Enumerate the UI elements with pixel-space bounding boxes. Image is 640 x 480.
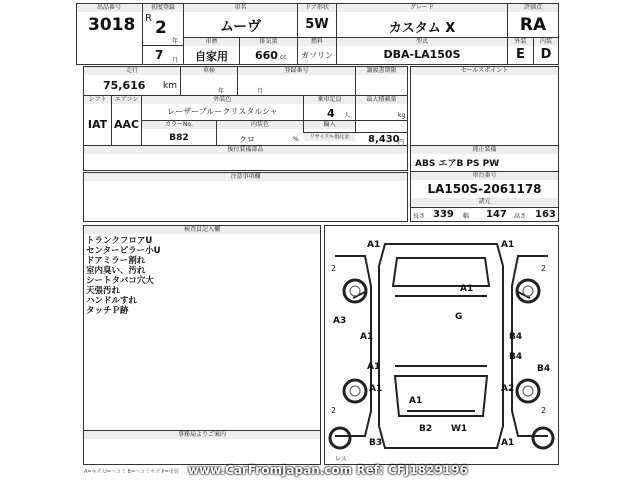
transfer-label: 譲渡書期限 xyxy=(356,67,407,75)
mileage-label: 走行 xyxy=(84,67,180,75)
damage-mark: B3 xyxy=(369,438,383,448)
aftermarket-label: 後付装備部品 xyxy=(84,146,407,154)
inspection-month: 月 xyxy=(257,88,264,95)
inspector-note: 室内臭い、汚れ xyxy=(86,266,146,276)
height-value: 163 xyxy=(535,209,556,220)
capacity-value: 4 xyxy=(327,107,335,120)
bracket-mark: 2 xyxy=(331,406,337,415)
cc-label: 排気量 xyxy=(240,38,297,46)
car-outline xyxy=(325,226,558,464)
year-unit: 年 xyxy=(172,38,179,45)
lot-number: 3018 xyxy=(88,15,136,35)
usage-label: 車歴 xyxy=(184,38,239,46)
grade-value: カスタム X xyxy=(388,21,456,36)
inspector-note: トランクフロアU xyxy=(86,236,153,246)
inspector-label: 検査員記入欄 xyxy=(84,226,320,234)
max-load-label: 最大積載量 xyxy=(356,96,407,104)
recycle-label: リサイクル預託金 xyxy=(304,133,355,141)
fuel-value: ガソリン xyxy=(301,51,333,60)
model-value: DBA-LA150S xyxy=(383,48,461,61)
damage-mark: B2 xyxy=(419,424,433,434)
damage-mark: A1 xyxy=(409,396,423,406)
chassis-label: 車台番号 xyxy=(411,172,558,180)
shift-value: IAT xyxy=(87,118,108,131)
height-label: 高さ xyxy=(514,213,527,220)
dimensions-label: 諸元 xyxy=(411,198,558,206)
inspection-year: 年 xyxy=(218,88,225,95)
import-label: 輸入 xyxy=(304,121,355,129)
inspector-note: ハンドルすれ xyxy=(86,296,138,306)
score-value: RA xyxy=(519,15,547,35)
int-grade: D xyxy=(540,47,552,62)
capacity-label: 乗車定員 xyxy=(304,96,355,104)
recycle-unit: 円 xyxy=(398,139,405,146)
damage-diagram xyxy=(324,225,559,465)
damage-mark: A1 xyxy=(369,384,383,394)
reg-no-label: 登録番号 xyxy=(238,67,355,75)
int-color-label: 内装色 xyxy=(217,121,303,129)
bracket-mark: 2 xyxy=(331,264,337,273)
damage-mark: B4 xyxy=(509,352,523,362)
damage-mark: A1 xyxy=(367,240,381,250)
score-label: 評価点 xyxy=(508,4,558,12)
recycle-value: 8,430 xyxy=(368,134,400,145)
caution-label: 注意事項欄 xyxy=(84,173,407,181)
model-label: 型式 xyxy=(337,38,507,46)
doors-label: ドア形状 xyxy=(298,4,336,12)
damage-mark: A1 xyxy=(501,438,515,448)
import-unit: % xyxy=(293,136,299,143)
color-no-value: B82 xyxy=(169,133,189,143)
diagram-note: レス xyxy=(335,456,347,463)
damage-mark: W1 xyxy=(451,424,468,434)
inspector-notes-list xyxy=(86,236,316,316)
damage-mark: A3 xyxy=(333,316,347,326)
length-label: 長さ xyxy=(413,213,426,220)
damage-mark: G xyxy=(455,312,463,322)
inspector-note: タッチＰ跡 xyxy=(86,306,129,316)
ac-label: エアコン xyxy=(112,96,141,104)
grade-label: グレード xyxy=(337,4,507,12)
color-no-label: カラーNo. xyxy=(142,121,216,129)
ext-grade: E xyxy=(516,47,525,62)
watermark: www.CarFromJapan.com Ref: CFJ1829196 xyxy=(188,463,468,477)
reg-month: 7 xyxy=(155,48,164,62)
inspector-note: センターピラー小U xyxy=(86,246,161,256)
damage-mark: A1 xyxy=(501,240,515,250)
bracket-mark: 2 xyxy=(541,264,547,273)
int-color-value: クロ xyxy=(239,135,255,144)
damage-mark: A1 xyxy=(367,362,381,372)
inspection-label: 車検 xyxy=(181,67,237,75)
ext-label: 外装 xyxy=(508,38,533,46)
mileage-value: 75,616 xyxy=(103,79,146,92)
width-label: 幅 xyxy=(463,213,470,220)
mileage-unit: km xyxy=(163,81,177,91)
max-load-unit: kg xyxy=(398,112,406,119)
chassis-value: LA150S-2061178 xyxy=(427,182,542,196)
shift-label: シフト xyxy=(84,96,111,104)
exterior-color-label: 外装色 xyxy=(142,96,303,104)
int-label: 内装 xyxy=(534,38,558,46)
damage-mark: B4 xyxy=(509,332,523,342)
damage-mark: A1 xyxy=(360,332,374,342)
first-reg-label: 初度登録 xyxy=(143,4,183,12)
sales-point-label: セールスポイント xyxy=(411,67,558,75)
era: R xyxy=(145,13,152,24)
capacity-unit: 人 xyxy=(344,112,351,119)
equipment-value: ABS エアB PS PW xyxy=(415,159,500,169)
damage-mark: A1 xyxy=(460,284,474,294)
fuel-label: 燃料 xyxy=(298,38,336,46)
width-value: 147 xyxy=(486,209,507,220)
inspector-note: シートタバコ穴大 xyxy=(86,276,154,286)
reg-year: 2 xyxy=(155,18,167,38)
damage-mark: B4 xyxy=(537,364,551,374)
length-value: 339 xyxy=(433,209,454,220)
footer-legend: A=キズ U=ヘコミ B=ヘコミキズ P=塗装 xyxy=(84,469,179,475)
month-unit: 月 xyxy=(172,57,179,64)
cc-value: 660 xyxy=(255,49,278,62)
name-label: 車名 xyxy=(184,4,297,12)
cc-unit: cc xyxy=(280,54,287,61)
car-name: ムーヴ xyxy=(219,19,262,35)
inspector-note: 天張汚れ xyxy=(86,286,121,296)
bracket-mark: 2 xyxy=(541,406,547,415)
doors-value: 5W xyxy=(305,17,329,32)
lot-label: 出品番号 xyxy=(77,4,141,12)
equipment-label: 純正装備 xyxy=(411,146,558,154)
office-label: 事務局よりご案内 xyxy=(84,431,320,439)
usage-value: 自家用 xyxy=(195,50,228,63)
inspector-note: ドアミラー割れ xyxy=(86,256,146,266)
damage-mark: A2 xyxy=(501,384,515,394)
exterior-color-value: レーザーブルークリスタルシャ xyxy=(167,107,278,116)
ac-value: AAC xyxy=(113,118,140,131)
